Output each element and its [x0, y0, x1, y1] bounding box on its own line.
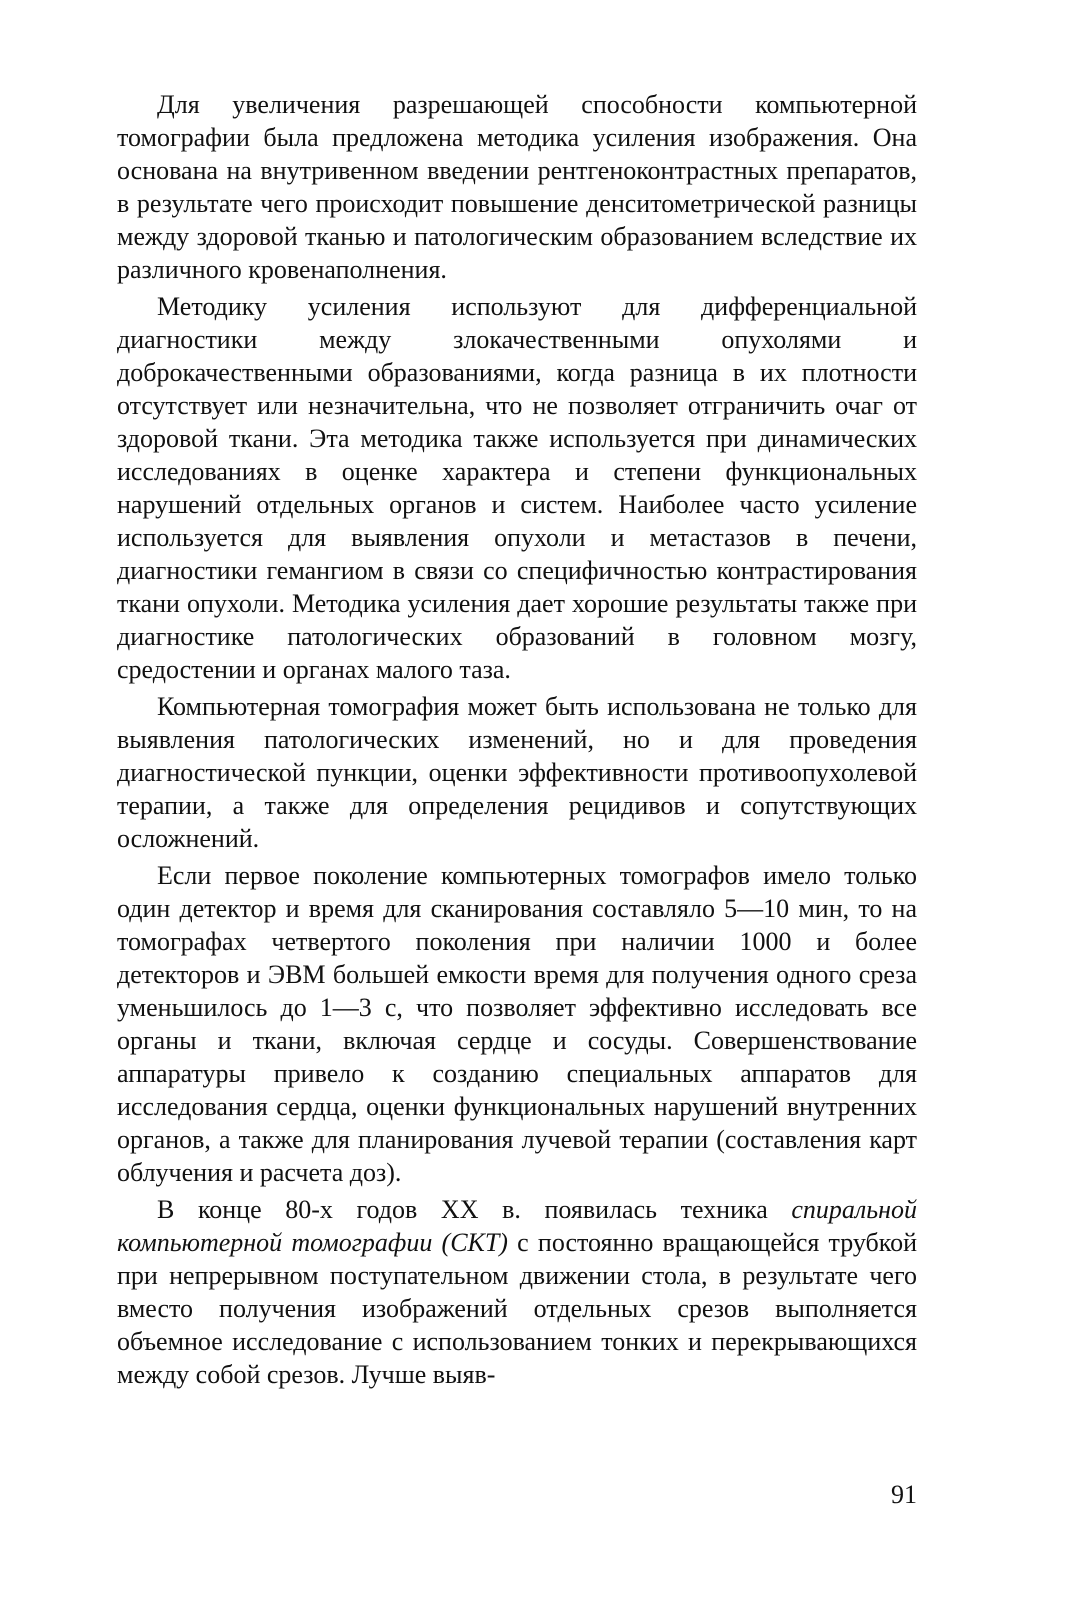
paragraph-text: В конце 80-х годов XX в. появилась техника	[157, 1195, 792, 1224]
paragraph-scanner-generations	[117, 859, 917, 1189]
paragraph-text: Компьютерная томография может быть использована не только для выявления патологических изменений, но и для проведения диагностической пункции, оценки эффективности противоопухолевой терапии, а также для определения рецидивов и сопутствующих осложнений.	[117, 692, 917, 853]
body-text	[117, 88, 917, 1395]
paragraph-text: Методику усиления используют для дифференциальной диагностики между злокачественными опухолями и доброкачественными образованиями, когда разница в их плотности отсутствует или незначительна, что не позволяет отграничить очаг от здоровой ткани. Эта методика также используется при динамических исследованиях в оценке характера и степени функциональных нарушений отдельных органов и систем. Наиболее часто усиление используется для выявления опухоли и метастазов в печени, диагностики гемангиом в связи со специфичностью контрастирования ткани опухоли. Методика усиления дает хорошие результаты также при диагностике патологических образований в головном мозгу, средостении и органах малого таза.	[117, 292, 917, 684]
paragraph-text: Если первое поколение компьютерных томографов имело только один детектор и время для сканирования составляло 5—10 мин, то на томографах четвертого поколения при наличии 1000 и более детекторов и ЭВМ большей емкости время для получения одного среза уменьшилось до 1—3 с, что позволяет эффективно исследовать все органы и ткани, включая сердце и сосуды. Совершенствование аппаратуры привело к созданию специальных аппаратов для исследования сердца, оценки функциональных нарушений внутренних органов, а также для планирования лучевой терапии (составления карт облучения и расчета доз).	[117, 861, 917, 1187]
paragraph-enhancement-usage	[117, 290, 917, 686]
italic-term: спиральной компьютерной томографии (СКТ)	[117, 1195, 917, 1257]
paragraph-spiral-ct	[117, 1193, 917, 1391]
paragraph-text: с постоянно вращающейся трубкой при непрерывном поступательном движении стола, в результате чего вместо получения изображений отдельных срезов выполняется объемное исследование с использованием тонких и перекрывающихся между собой срезов. Лучше выяв-	[117, 1228, 917, 1389]
page-number: 91	[891, 1480, 917, 1509]
paragraph-text: Для увеличения разрешающей способности компьютерной томографии была предложена методика усиления изображения. Она основана на внутривенном введении рентгеноконтрастных препаратов, в результате чего происходит повышение денситометрической разницы между здоровой тканью и патологическим образованием вследствие их различного кровенаполнения.	[117, 90, 917, 284]
paragraph-ct-applications	[117, 690, 917, 855]
paragraph-contrast-enhancement	[117, 88, 917, 286]
